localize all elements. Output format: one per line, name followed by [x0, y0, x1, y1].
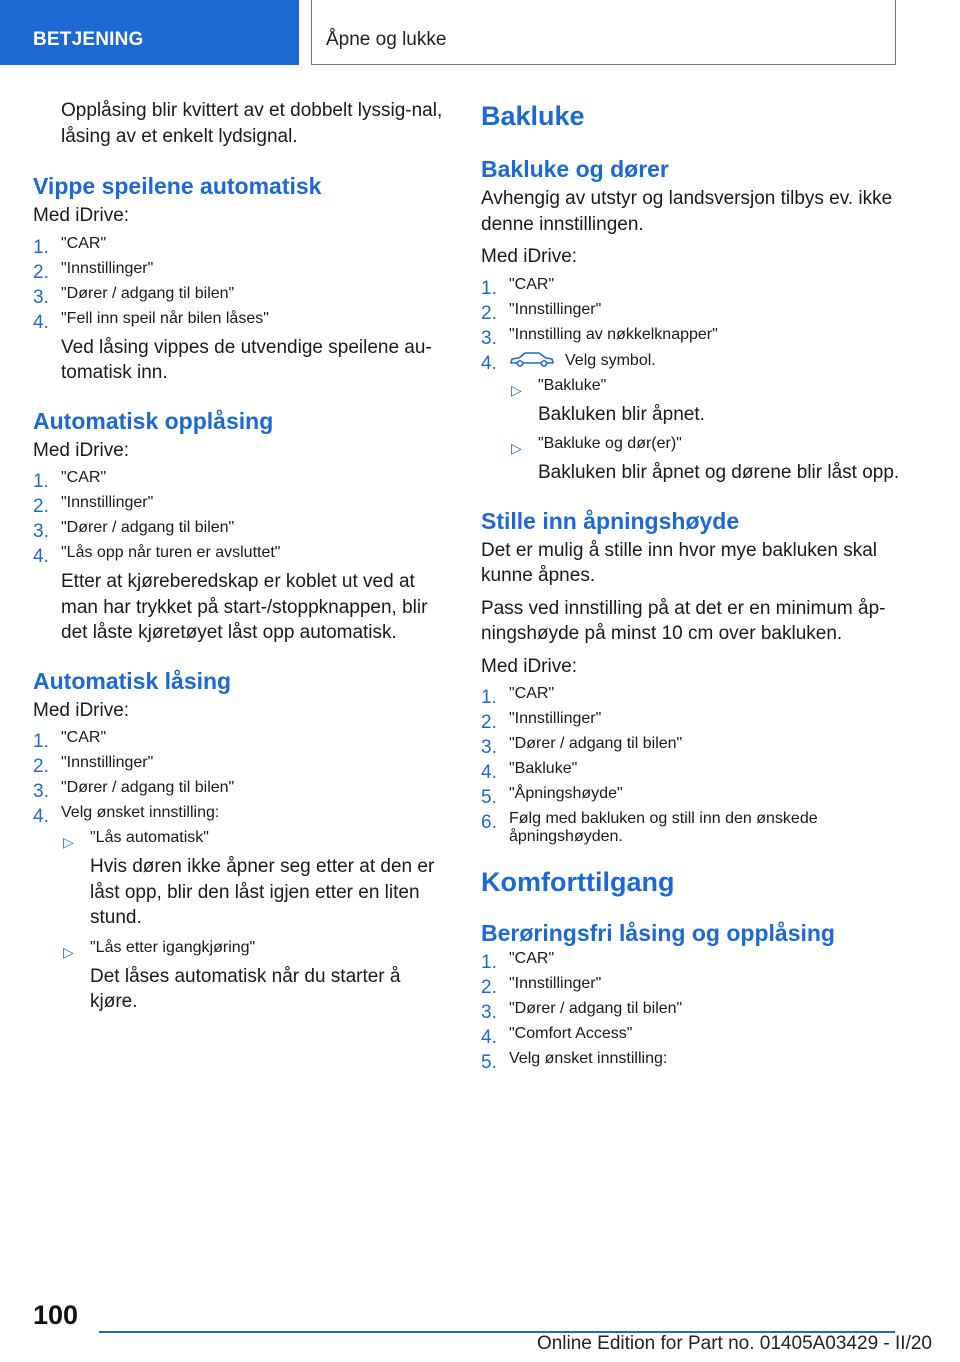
step-text: "Lås opp når turen er avsluttet" — [61, 544, 281, 561]
list-item — [33, 754, 453, 777]
section-title-auto-unlock: Automatisk opplåsing — [33, 407, 274, 434]
option-label: "Lås etter igangkjøring" — [90, 938, 256, 956]
step-number: 1. — [481, 687, 497, 708]
step-text: "Dører / adgang til bilen" — [61, 519, 235, 536]
step-number: 2. — [481, 302, 497, 324]
section-paragraph: Det er mulig å stille inn hvor mye bakluken skal kunne åpnes. — [481, 539, 878, 586]
triangle-right-icon: ▷ — [511, 381, 522, 398]
step-text: Velg symbol. — [565, 351, 656, 369]
step-text: "Innstillinger" — [509, 710, 602, 727]
step-text: Velg ønsket innstilling: — [61, 804, 220, 821]
right-column — [481, 98, 901, 1088]
header-section-label: BETJENING — [33, 29, 144, 50]
step-number: 3. — [481, 327, 497, 349]
option-item — [509, 435, 901, 486]
chapter-heading-tailgate: Bakluke — [481, 101, 585, 131]
list-item — [481, 785, 901, 808]
list-item — [481, 1025, 901, 1048]
step-text: "CAR" — [509, 275, 555, 293]
step-text: "Innstilling av nøkkelknapper" — [509, 325, 718, 343]
header-chapter-box — [311, 0, 896, 65]
steps-list-auto-unlock — [33, 469, 453, 646]
step-number: 4. — [481, 762, 497, 783]
list-item — [33, 494, 453, 517]
step-text: "Fell inn speil når bilen låses" — [61, 309, 269, 327]
step-text: "Åpningshøyde" — [509, 785, 623, 802]
step-number: 4. — [481, 1027, 497, 1048]
step-text: "CAR" — [61, 234, 107, 252]
list-item — [33, 729, 453, 752]
steps-list-opening-height — [481, 685, 901, 846]
footer-edition-text: Online Edition for Part no. 01405A03429 - II/20 — [536, 1333, 932, 1354]
header-section-tab — [0, 0, 299, 65]
section-title-opening-height: Stille inn åpningshøyde — [481, 507, 740, 534]
step-number: 3. — [33, 781, 49, 802]
step-number: 6. — [481, 812, 497, 833]
step-text: "Innstillinger" — [509, 975, 602, 992]
step-number: 1. — [481, 952, 497, 973]
header-chapter-label: Åpne og lukke — [326, 29, 447, 50]
step-number: 2. — [33, 496, 49, 517]
step-number: 4. — [33, 546, 49, 567]
section-lead: Med iDrive: — [33, 439, 130, 461]
step-number: 1. — [481, 277, 497, 299]
step-text: "CAR" — [509, 685, 555, 702]
list-item — [481, 710, 901, 733]
list-item — [481, 1000, 901, 1023]
chapter-heading-comfort-access: Komforttilgang — [481, 867, 675, 897]
section-lead: Med iDrive: — [481, 655, 578, 677]
triangle-right-icon: ▷ — [63, 943, 74, 960]
step-number: 2. — [33, 756, 49, 777]
list-item — [481, 735, 901, 758]
step-number: 3. — [481, 1002, 497, 1023]
triangle-right-icon: ▷ — [511, 440, 522, 456]
steps-list-tailgate-doors — [481, 276, 901, 486]
step-note: Ved låsing vippes de utvendige speilene au-tomatisk inn. — [61, 336, 432, 383]
section-lead: Med iDrive: — [33, 205, 130, 226]
section-title-mirrors: Vippe speilene automatisk — [33, 173, 322, 199]
option-label: "Lås automatisk" — [90, 829, 209, 846]
step-text: Velg ønsket innstilling: — [509, 1050, 668, 1067]
step-text: "Bakluke" — [509, 760, 578, 777]
section-lead: Med iDrive: — [481, 246, 578, 267]
list-item — [481, 685, 901, 708]
step-text: "Comfort Access" — [509, 1025, 633, 1042]
section-paragraph: Avhengig av utstyr og landsversjon tilbys ev. ikke denne innstillingen. — [481, 188, 893, 235]
steps-list-mirrors — [33, 235, 453, 386]
step-number: 2. — [33, 261, 49, 283]
list-item — [33, 284, 453, 308]
list-item — [33, 544, 453, 646]
section-paragraph: Pass ved innstilling på at det er en minimum åp-ningshøyde på minst 10 cm over bakluken. — [481, 597, 886, 644]
list-item — [33, 804, 453, 1015]
list-item — [481, 950, 901, 973]
step-number: 2. — [481, 712, 497, 733]
step-number: 5. — [481, 787, 497, 808]
step-number: 4. — [33, 311, 49, 333]
step-number: 1. — [33, 731, 49, 752]
step-text: Følg med bakluken og still inn den ønskede åpningshøyden. — [509, 810, 818, 845]
left-column — [33, 98, 453, 1035]
options-list — [61, 829, 453, 1015]
triangle-right-icon: ▷ — [63, 834, 74, 850]
page-number: 100 — [33, 1300, 79, 1330]
step-text: "Dører / adgang til bilen" — [509, 1000, 683, 1017]
list-item — [33, 469, 453, 492]
list-item — [481, 351, 901, 486]
step-text: "Innstillinger" — [61, 259, 154, 277]
list-item — [33, 310, 453, 386]
step-text: "Dører / adgang til bilen" — [61, 284, 235, 302]
step-number: 4. — [33, 806, 49, 827]
option-item — [509, 377, 901, 428]
step-text: "Innstillinger" — [61, 494, 154, 511]
step-text: "Dører / adgang til bilen" — [61, 779, 235, 796]
step-text: "Innstillinger" — [61, 754, 154, 771]
option-label: "Bakluke" — [538, 376, 607, 394]
option-description: Bakluken blir åpnet. — [538, 403, 705, 425]
step-text: "CAR" — [509, 950, 555, 967]
step-number: 2. — [481, 977, 497, 998]
section-title-auto-lock: Automatisk låsing — [33, 667, 232, 694]
option-description: Det låses automatisk når du starter å kjøre. — [90, 965, 401, 1012]
list-item — [33, 519, 453, 542]
step-number: 5. — [481, 1052, 497, 1073]
option-description: Bakluken blir åpnet og dørene blir låst opp. — [538, 462, 900, 483]
option-label: "Bakluke og dør(er)" — [538, 435, 682, 452]
steps-list-auto-lock — [33, 729, 453, 1015]
step-number: 1. — [33, 236, 49, 258]
list-item — [481, 300, 901, 324]
section-title-keyless: Berøringsfri låsing og opplåsing — [481, 920, 835, 946]
list-item — [481, 1050, 901, 1073]
step-note: Etter at kjøreberedskap er koblet ut ved at man har trykket på start-/stoppknappen, blir det låste kjøretøyet låst opp automatisk. — [61, 571, 428, 643]
list-item — [481, 975, 901, 998]
step-text: "CAR" — [61, 469, 107, 486]
list-item — [33, 259, 453, 283]
list-item — [481, 760, 901, 783]
steps-list-keyless — [481, 950, 901, 1073]
section-lead: Med iDrive: — [33, 699, 130, 721]
option-item — [61, 939, 453, 1015]
step-number: 3. — [481, 737, 497, 758]
step-number: 4. — [481, 352, 497, 374]
list-item — [33, 779, 453, 802]
list-item — [481, 810, 901, 846]
step-number: 3. — [33, 521, 49, 542]
list-item — [481, 325, 901, 349]
option-description: Hvis døren ikke åpner seg etter at den er låst opp, blir den låst igjen etter en liten stund. — [90, 856, 435, 928]
options-list — [509, 377, 901, 486]
section-title-tailgate-doors: Bakluke og dører — [481, 156, 669, 182]
list-item — [33, 234, 453, 258]
step-number: 1. — [33, 471, 49, 492]
step-number: 3. — [33, 286, 49, 308]
step-text: "Innstillinger" — [509, 300, 602, 318]
list-item — [481, 275, 901, 299]
option-item — [61, 829, 453, 931]
car-side-icon — [509, 351, 555, 367]
step-text: "CAR" — [61, 729, 107, 746]
intro-paragraph: Opplåsing blir kvittert av et dobbelt lyssig-nal, låsing av et enkelt lydsignal. — [61, 100, 443, 147]
step-text: "Dører / adgang til bilen" — [509, 735, 683, 752]
